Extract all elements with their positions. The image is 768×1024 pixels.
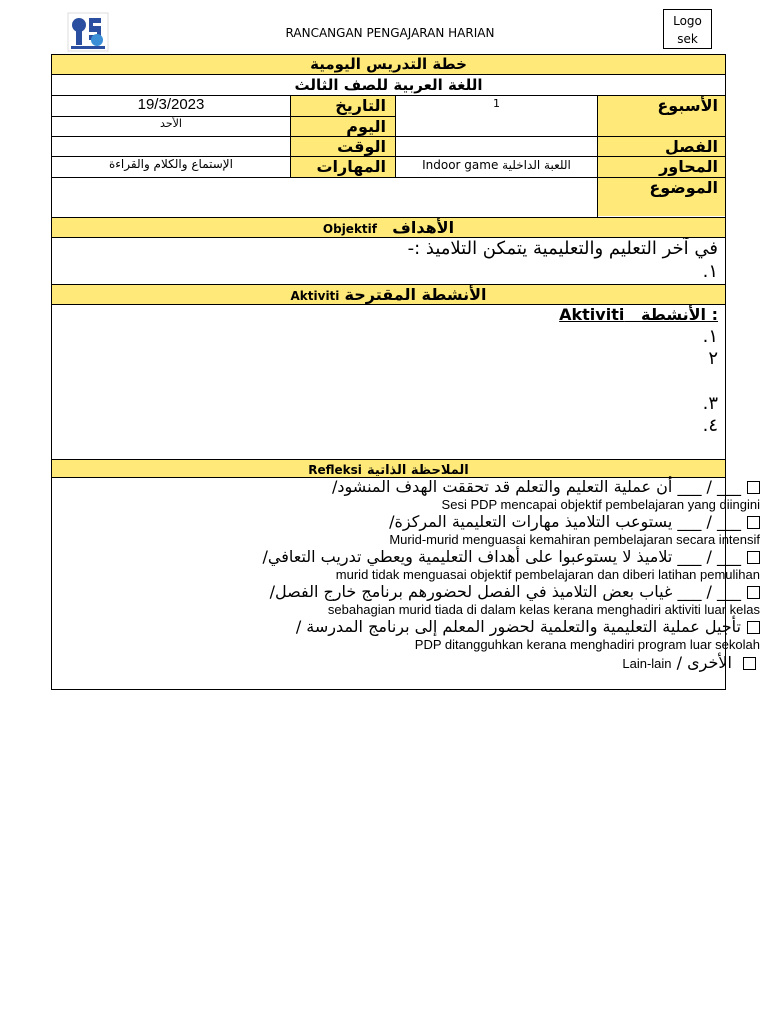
day-label: اليوم	[346, 117, 386, 136]
reflection-item-ms: Sesi PDP mencapai objektif pembelajaran yang diingini	[441, 497, 760, 512]
reflection-header-ms: Refleksi	[308, 463, 362, 477]
reflection-item-ar: ___ / ___ يستوعب التلاميذ مهارات التعليمية المركزة/	[389, 512, 741, 531]
reflection-checkbox[interactable]	[747, 586, 760, 599]
reflection-checkbox[interactable]	[747, 481, 760, 494]
class-label: الفصل	[664, 137, 718, 156]
reflection-other-ms: Lain-lain	[622, 656, 672, 671]
activities-header-ms: Aktiviti	[290, 289, 340, 303]
reflection-item-ms: sebahagian murid tiada di dalam kelas kerana menghadiri aktiviti luar kelas	[327, 602, 760, 617]
reflection-item	[332, 477, 760, 496]
reflection-checkbox[interactable]	[743, 657, 756, 670]
reflection-item-ar: ___ / ___ تلاميذ لا يستوعبوا على أهداف التعليمية ويعطي تدريب التعافي/	[262, 547, 741, 566]
logo-placeholder-line2: sek	[677, 32, 698, 46]
activity-item: ٤.	[702, 415, 718, 436]
reflection-header-ar: الملاحظة الذاتية	[367, 463, 469, 478]
reflection-item-ar: تأجيل عملية التعليمية والتعلمية لحضور المعلم إلى برنامج المدرسة /	[295, 617, 741, 636]
reflection-header	[52, 460, 725, 477]
date-label: التاريخ	[335, 96, 386, 115]
objectives-header-ms: Objektif	[322, 222, 377, 236]
reflection-item	[262, 547, 760, 566]
reflection-checkbox[interactable]	[747, 621, 760, 634]
activity-item: ٣.	[702, 393, 718, 414]
activities-header-ar: الأنشطة المقترحة	[344, 285, 487, 304]
reflection-item-ms: PDP ditangguhkan kerana menghadiri program luar sekolah	[414, 637, 760, 652]
axis-value: اللعبة الداخلية Indoor game	[422, 158, 571, 172]
school-logo-placeholder	[663, 9, 712, 49]
reflection-item-ar: ___ / ___ غياب بعض التلاميذ في الفصل لحضورهم برنامج خارج الفصل/	[269, 582, 741, 601]
topic-label: الموضوع	[649, 178, 718, 197]
date-value: 19/3/2023	[137, 96, 205, 113]
reflection-item-ms: Murid-murid menguasai kemahiran pembelajaran secara intensif	[389, 532, 760, 547]
activities-title-ar: الأنشطة :	[641, 305, 718, 324]
objectives-line2: ١.	[702, 261, 718, 282]
reflection-item	[296, 617, 760, 636]
reflection-other	[622, 653, 756, 672]
reflection-item-ms: murid tidak menguasai objektif pembelajaran dan diberi latihan pemulihan	[335, 567, 760, 582]
week-label: الأسبوع	[657, 96, 718, 115]
subject-title: اللغة العربية للصف الثالث	[294, 76, 483, 94]
reflection-item	[270, 582, 760, 601]
activity-item: ٢	[708, 348, 718, 369]
skills-label: المهارات	[316, 157, 386, 176]
reflection-item	[389, 512, 760, 531]
activities-header	[52, 285, 725, 304]
page-title: RANCANGAN PENGAJARAN HARIAN	[285, 26, 495, 40]
time-label: الوقت	[337, 137, 386, 156]
objectives-line1: في آخر التعليم والتعليمية يتمكن التلاميذ :-	[407, 238, 718, 259]
axis-label: المحاور	[659, 157, 718, 176]
reflection-other-ar: الأخرى /	[676, 653, 732, 672]
reflection-checkbox[interactable]	[747, 551, 760, 564]
activities-title	[559, 305, 718, 324]
activities-title-ms: Aktiviti	[559, 305, 625, 324]
week-value: 1	[493, 97, 500, 110]
skills-value: الإستماع والكلام والقراءة	[109, 157, 233, 171]
objectives-header	[52, 218, 725, 237]
school-logo	[67, 12, 109, 52]
reflection-item-ar: ___ / ___ أن عملية التعليم والتعلم قد تحققت الهدف المنشود/	[332, 477, 741, 496]
objectives-header-ar: الأهداف	[392, 218, 455, 237]
logo-placeholder-line1: Logo	[673, 14, 702, 28]
reflection-checkbox[interactable]	[747, 516, 760, 529]
daily-plan-header: خطة التدريس اليومية	[52, 55, 725, 74]
day-value: الأحد	[160, 117, 182, 130]
activity-item: ١.	[702, 326, 718, 347]
